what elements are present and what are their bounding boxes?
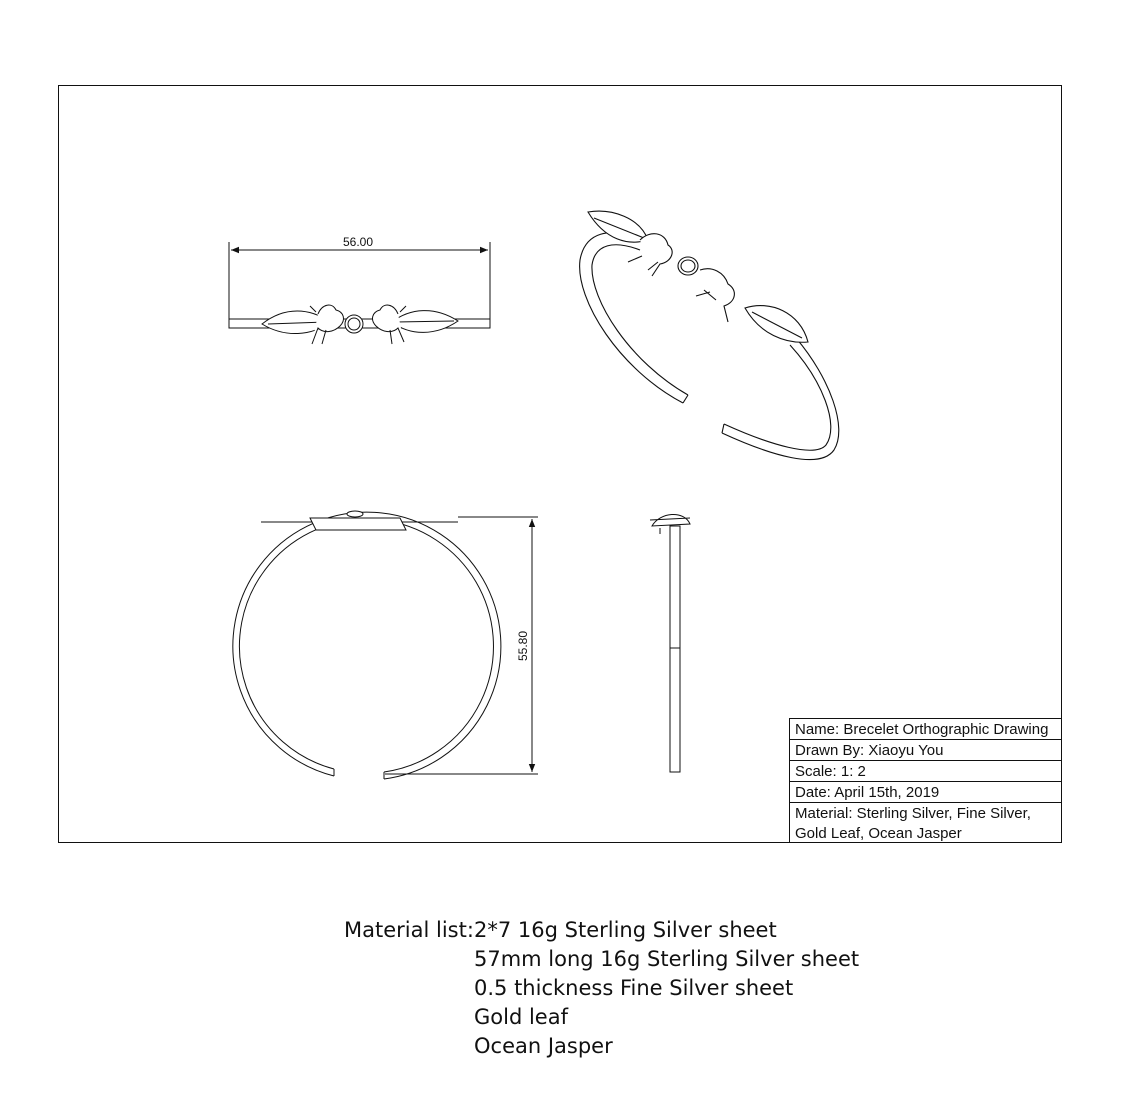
material-item: Gold leaf: [474, 1005, 568, 1029]
material-row: [344, 1003, 859, 1032]
isometric-view: [580, 211, 839, 459]
side-view: [233, 511, 538, 779]
material-item: Ocean Jasper: [474, 1034, 613, 1058]
title-block-date: Date: April 15th, 2019: [795, 784, 940, 801]
iso-leaf-top: [588, 211, 648, 242]
iso-bird-right: [696, 269, 734, 322]
material-row: [344, 974, 859, 1003]
title-block-material-1: Material: Sterling Silver, Fine Silver,: [795, 805, 1031, 822]
material-row: [344, 916, 859, 945]
front-view: [229, 242, 490, 344]
material-item: 2*7 16g Sterling Silver sheet: [474, 918, 777, 942]
material-row: [344, 945, 859, 974]
width-dimension-label: 56.00: [342, 235, 374, 249]
material-list-label: Material list:: [344, 918, 474, 942]
height-dimension-label: 55.80: [516, 630, 530, 662]
title-block-scale: Scale: 1: 2: [795, 763, 866, 780]
material-item: 0.5 thickness Fine Silver sheet: [474, 976, 794, 1000]
title-block-drawn-by: Drawn By: Xiaoyu You: [795, 742, 944, 759]
material-list: [344, 916, 859, 1061]
title-block-material-2: Gold Leaf, Ocean Jasper: [795, 825, 962, 842]
title-block-name: Name: Brecelet Orthographic Drawing: [795, 721, 1049, 738]
end-view: [650, 514, 690, 772]
material-row: [344, 1032, 859, 1061]
material-item: 57mm long 16g Sterling Silver sheet: [474, 947, 860, 971]
